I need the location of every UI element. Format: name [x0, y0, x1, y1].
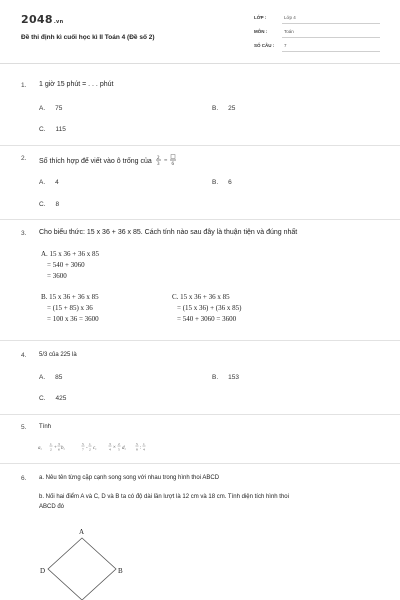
- option-label: C.: [39, 395, 46, 402]
- option-a[interactable]: [39, 179, 59, 186]
- fraction-equation: [154, 154, 188, 166]
- question-number: 2.: [21, 155, 27, 162]
- meta-subject-row: [254, 28, 380, 38]
- svg-text:5: 5: [82, 442, 84, 446]
- math-expressions: [38, 440, 158, 454]
- option-value: 4: [55, 179, 59, 186]
- svg-text:6: 6: [58, 447, 60, 452]
- question-number: 6.: [21, 475, 27, 482]
- rhombus-shape: [48, 538, 116, 600]
- svg-text:2: 2: [89, 447, 91, 452]
- svg-text:+: +: [54, 445, 57, 451]
- meta-class-key: LỚP :: [254, 15, 267, 20]
- meta-class-value: Lớp 4: [284, 15, 296, 20]
- option-label: B.: [212, 374, 219, 381]
- divider: [0, 145, 400, 146]
- svg-text:1: 1: [89, 442, 91, 446]
- option-a[interactable]: [39, 105, 62, 112]
- meta-count-row: [254, 42, 380, 52]
- option-b[interactable]: [212, 105, 235, 112]
- option-b-line-2: = (15 + 85) x 36: [47, 304, 93, 312]
- question-text-main: Số thích hợp để viết vào ô trống của: [39, 158, 152, 165]
- option-a-line-2: = 540 + 3060: [47, 261, 85, 269]
- option-label: B.: [212, 105, 219, 112]
- option-a-line-3: = 3600: [47, 272, 67, 280]
- svg-text::: :: [140, 445, 142, 451]
- svg-text:=: =: [163, 158, 168, 164]
- meta-underline: [282, 37, 380, 38]
- option-c[interactable]: [39, 395, 66, 402]
- svg-text:5: 5: [136, 442, 138, 446]
- svg-text:8: 8: [136, 447, 138, 452]
- option-value: 85: [55, 374, 63, 381]
- option-b[interactable]: [212, 374, 239, 381]
- svg-text:5: 5: [118, 447, 120, 452]
- option-label: B.: [212, 179, 219, 186]
- svg-text:3: 3: [58, 442, 60, 446]
- option-value: 8: [55, 201, 60, 208]
- svg-text:-: -: [86, 445, 88, 451]
- option-c-line-3: = 540 + 3060 = 3600: [177, 315, 237, 323]
- question-text: 1 giờ 15 phút = . . . phút: [39, 81, 114, 88]
- meta-count-value: 7: [284, 43, 287, 48]
- page-header: [0, 0, 400, 64]
- vertex-label-b: B: [118, 567, 123, 575]
- rhombus-diagram: [36, 524, 136, 600]
- blank-box: [171, 155, 175, 159]
- svg-text:7: 7: [82, 447, 84, 452]
- option-b[interactable]: [212, 179, 232, 186]
- option-c[interactable]: [39, 126, 66, 133]
- vertex-label-a: A: [79, 528, 85, 536]
- meta-subject-value: Toán: [284, 29, 294, 34]
- svg-text:1: 1: [50, 442, 52, 446]
- question-number: 1.: [21, 82, 27, 89]
- meta-subject-key: MÔN :: [254, 29, 268, 34]
- divider: [0, 340, 400, 341]
- svg-text:2: 2: [118, 442, 120, 446]
- option-value: 75: [55, 105, 63, 112]
- option-c[interactable]: [39, 201, 59, 208]
- expr-label-d: d,: [122, 446, 126, 451]
- question-part-b-line-2: ABCD đó: [39, 504, 65, 510]
- option-label: A.: [39, 179, 46, 186]
- question-text: Tính: [39, 424, 52, 430]
- svg-text:4: 4: [143, 447, 145, 452]
- meta-count-key: SỐ CÂU :: [254, 43, 275, 48]
- fraction-num: 2: [156, 156, 160, 161]
- expr-label-b: b,: [61, 446, 65, 451]
- option-a-line-1: A. 15 x 36 + 36 x 85: [41, 250, 100, 258]
- meta-underline: [282, 51, 380, 52]
- site-logo[interactable]: [21, 13, 63, 26]
- divider: [0, 463, 400, 464]
- fraction-den: 6: [171, 162, 174, 166]
- logo-main-text: 2048: [21, 13, 53, 26]
- meta-class-row: [254, 14, 380, 24]
- svg-text:×: ×: [113, 445, 116, 451]
- option-label: A.: [39, 105, 46, 112]
- option-b-line-1: B. 15 x 36 + 36 x 85: [41, 293, 99, 301]
- option-value: 25: [228, 105, 236, 112]
- divider: [0, 219, 400, 220]
- divider: [0, 414, 400, 415]
- option-a[interactable]: [39, 374, 62, 381]
- question-text: 5/3 của 225 là: [39, 352, 77, 358]
- svg-text:4: 4: [109, 447, 111, 452]
- option-c-line-1: C. 15 x 36 + 36 x 85: [172, 293, 230, 301]
- question-text: [39, 154, 188, 166]
- option-value: 115: [55, 126, 66, 133]
- question-number: 5.: [21, 424, 27, 431]
- option-label: A.: [39, 374, 46, 381]
- vertex-label-d: D: [40, 567, 46, 575]
- option-label: C.: [39, 201, 46, 208]
- question-part-b-line-1: b. Nối hai điểm A và C, D và B ta có độ dài lần lượt là 12 cm và 18 cm. Tính diện tích hình thoi: [39, 494, 289, 500]
- option-value: 6: [228, 179, 232, 186]
- expr-label-a: a,: [38, 446, 42, 451]
- question-number: 3.: [21, 230, 27, 237]
- option-b-line-3: = 100 x 36 = 3600: [47, 315, 99, 323]
- option-value: 425: [55, 395, 67, 402]
- svg-text:2: 2: [50, 447, 52, 452]
- question-part-a: a. Nêu tên từng cặp cạnh song song với nhau trong hình thoi ABCD: [39, 475, 220, 481]
- exam-title: Đề thi định kì cuối học kì II Toán 4 (Đề số 2): [21, 34, 155, 41]
- option-c-line-2: = (15 x 36) + (36 x 85): [177, 304, 242, 312]
- meta-underline: [282, 23, 380, 24]
- question-text: Cho biểu thức: 15 x 36 + 36 x 85. Cách tính nào sau đây là thuận tiện và đúng nhất: [39, 229, 298, 236]
- fraction-den: 3: [156, 162, 160, 166]
- option-label: C.: [39, 126, 46, 133]
- logo-suffix: .vn: [53, 19, 64, 25]
- question-number: 4.: [21, 352, 27, 359]
- expr-label-c: c,: [93, 446, 97, 451]
- svg-text:3: 3: [109, 442, 111, 446]
- option-value: 153: [228, 374, 240, 381]
- svg-text:1: 1: [143, 442, 145, 446]
